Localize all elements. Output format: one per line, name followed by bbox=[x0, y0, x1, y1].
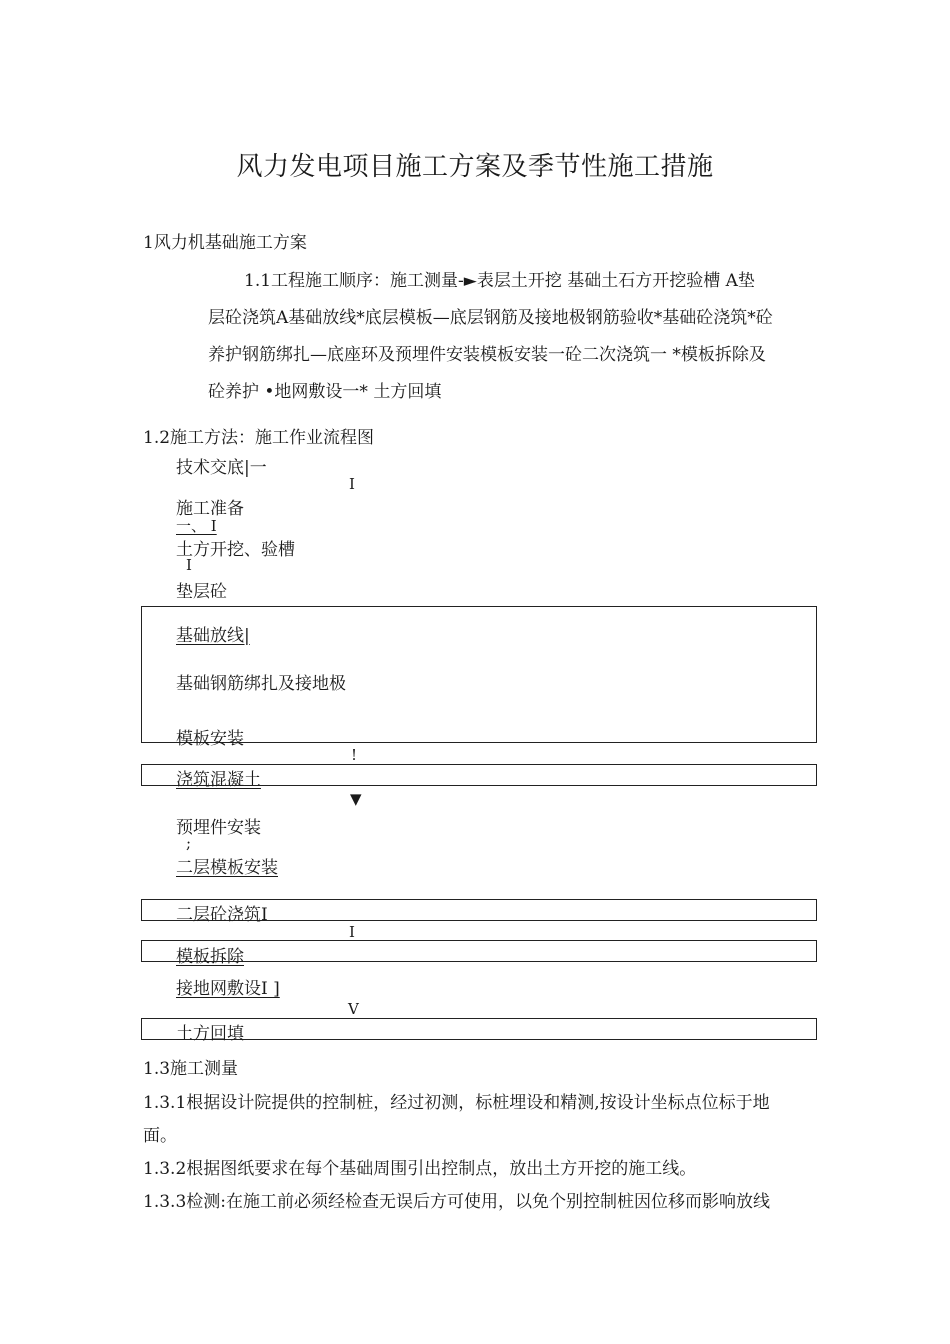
flow-step-preparation: 施工准备 bbox=[176, 499, 244, 519]
flow-divider bbox=[816, 646, 817, 656]
flow-step-second-pour: 二层砼浇筑I bbox=[176, 905, 268, 925]
flow-step-embedded-parts: 预埋件安装 bbox=[176, 818, 261, 838]
flow-connector: 一、 I bbox=[176, 517, 217, 535]
document-title: 风力发电项目施工方案及季节性施工措施 bbox=[236, 152, 714, 182]
flow-step-rebar-binding: 基础钢筋绑扎及接地极 bbox=[176, 674, 346, 694]
paragraph-1-3-2: 1.3.2根据图纸要求在每个基础周围引出控制点，放出土方开挖的施工线。 bbox=[143, 1159, 697, 1179]
sequence-line-1: 1.1工程施工顺序：施工测量-►表层土开挖 基础土石方开挖验槽 A垫 bbox=[244, 271, 755, 291]
section-1-3-heading: 1.3施工测量 bbox=[143, 1059, 239, 1079]
flow-arrow-down: V bbox=[348, 1000, 359, 1018]
flow-step-foundation-layout: 基础放线| bbox=[176, 626, 250, 646]
section-1-2-heading: 1.2施工方法：施工作业流程图 bbox=[143, 428, 375, 448]
flow-step-technical-briefing: 技术交底|一 bbox=[176, 458, 267, 478]
flow-step-formwork-install: 模板安装 bbox=[176, 729, 244, 749]
section-1-heading: 1风力机基础施工方案 bbox=[143, 233, 307, 253]
flow-step-second-formwork: 二层模板安装 bbox=[176, 858, 278, 878]
flow-connector: I bbox=[186, 556, 192, 574]
flow-divider bbox=[141, 646, 142, 656]
flow-divider bbox=[141, 700, 142, 710]
flow-connector: I bbox=[349, 475, 355, 493]
paragraph-1-3-3: 1.3.3检测:在施工前必须经检查无误后方可使用，以免个别控制桩因位移而影响放线 bbox=[143, 1192, 770, 1212]
flow-connector: ; bbox=[186, 834, 192, 852]
flow-step-excavation: 土方开挖、验槽 bbox=[176, 540, 295, 560]
flow-step-pour-concrete: 浇筑混凝土 bbox=[176, 770, 261, 790]
flow-divider bbox=[816, 700, 817, 710]
flow-step-cushion-concrete: 垫层砼 bbox=[176, 582, 227, 602]
paragraph-1-3-1-cont: 面。 bbox=[143, 1126, 177, 1146]
flow-connector: ! bbox=[351, 746, 358, 764]
paragraph-1-3-1: 1.3.1根据设计院提供的控制桩，经过初测，标桩埋设和精测,按设计坐标点位标于地 bbox=[143, 1093, 770, 1113]
flow-step-formwork-removal: 模板拆除 bbox=[176, 947, 244, 967]
sequence-line-2: 层砼浇筑A基础放线*底层模板—底层钢筋及接地极钢筋验收*基础砼浇筑*砼 bbox=[208, 308, 773, 328]
sequence-line-3: 养护钢筋绑扎—底座环及预埋件安装模板安装一砼二次浇筑一 *模板拆除及 bbox=[208, 345, 766, 365]
flow-step-backfill: 土方回填 bbox=[176, 1024, 244, 1044]
flow-connector: I bbox=[349, 923, 355, 941]
flow-arrow-down: ▼ bbox=[350, 790, 362, 808]
sequence-line-4: 砼养护 •地网敷设一* 土方回填 bbox=[208, 382, 442, 402]
flow-step-grounding-grid: 接地网敷设I ] bbox=[176, 979, 280, 999]
